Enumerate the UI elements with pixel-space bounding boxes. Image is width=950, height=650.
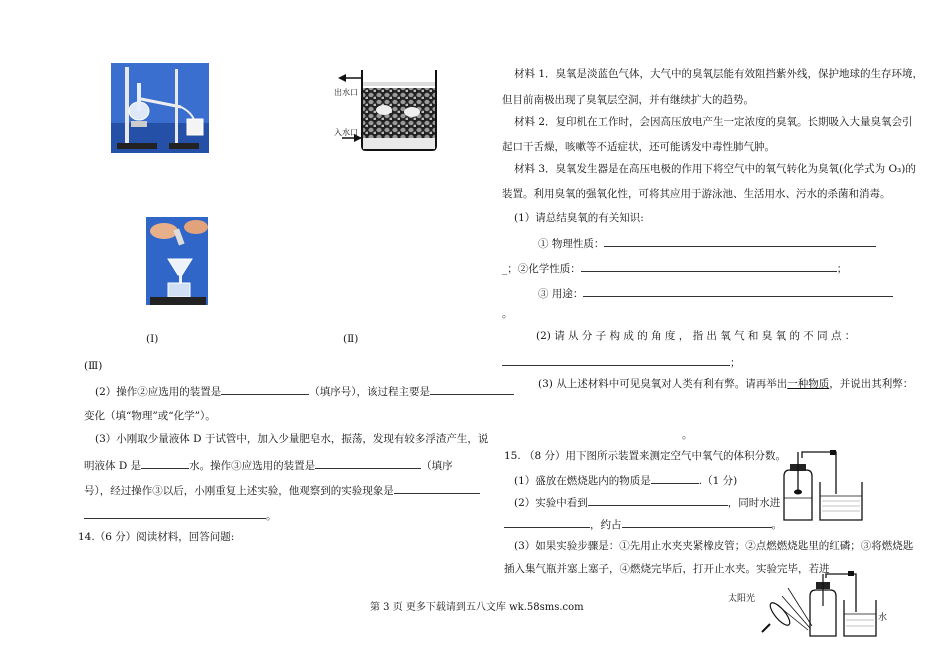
question-15-part-3-line-1: (3）如果实验步骤是：①先用止水夹夹紧橡皮管；②点燃燃烧匙里的红磷；③将燃烧匙 xyxy=(514,540,914,552)
water-label: 水 xyxy=(878,613,888,623)
subquestion-3-emphasis: 一种物质 xyxy=(787,378,830,390)
question-2-mid: （填序号），该过程主要是 xyxy=(309,386,431,398)
material-2-line-1: 材料 2．复印机在工作时，会因高压放电产生一定浓度的臭氧。长期吸入大量臭氧会引 xyxy=(514,116,913,128)
chemical-properties-line xyxy=(502,260,847,276)
answer-blank[interactable] xyxy=(588,494,728,506)
question-15-part-2-line-2 xyxy=(504,516,782,532)
answer-blank[interactable] xyxy=(141,457,189,469)
answer-blank[interactable] xyxy=(84,507,266,519)
figure-distillation-photo xyxy=(111,63,209,153)
question-2-continuation: 变化（填“物理”或“化学”）。 xyxy=(84,410,216,422)
question-15-part-2b-text: ，约占 xyxy=(590,519,622,531)
figure-filtration-photo xyxy=(146,217,208,305)
answer-blank[interactable] xyxy=(504,516,590,528)
uses-end-dot: 。 xyxy=(502,308,513,320)
inlet-label: 入水口 xyxy=(334,128,358,137)
page-footer: 第 3 页 更多下载请到五八文库 wk.58sms.com xyxy=(370,602,584,613)
answer-blank[interactable] xyxy=(502,354,730,366)
question-3-line-2 xyxy=(84,457,453,473)
figure-label-ii: (Ⅱ) xyxy=(343,333,359,345)
question-15-part-2 xyxy=(514,494,780,510)
figure-label-i: (Ⅰ) xyxy=(146,333,159,345)
material-1-line-1: 材料 1．臭氧是淡蓝色气体，大气中的臭氧层能有效阻挡紫外线，保护地球的生存环境， xyxy=(514,68,924,80)
answer-blank[interactable] xyxy=(581,260,837,272)
uses-line xyxy=(538,285,893,301)
answer-blank[interactable] xyxy=(604,235,876,247)
question-3-text-c: （填序 xyxy=(421,460,453,472)
answer-blank[interactable] xyxy=(315,457,421,469)
subquestion-3 xyxy=(538,377,913,391)
figure-purifier-diagram xyxy=(336,64,442,154)
question-14-heading: 14.（6 分）阅读材料，回答问题: xyxy=(78,531,235,543)
physical-properties-line xyxy=(538,235,876,251)
question-3-text-a: 明液体 D 是 xyxy=(84,460,142,472)
material-3-line-2: 装置。利用臭氧的强氧化性，可将其应用于游泳池、生活用水、污水的杀菌和消毒。 xyxy=(502,188,891,200)
physical-properties-label: ① 物理性质： xyxy=(538,238,605,250)
question-3-text-d: 号），经过操作③以后，小刚重复上述实验，他观察到的实验现象是 xyxy=(84,485,394,497)
question-3-text-b: 水。操作③应选用的装置是 xyxy=(189,460,316,472)
subquestion-2-answer-line xyxy=(502,354,741,370)
question-2-line xyxy=(95,383,514,399)
question-15-heading: 15. （8 分）用下图所示装置来测定空气中氧气的体积分数。 xyxy=(504,450,787,462)
question-15-part-3-line-2: 插入集气瓶并塞上塞子，④燃烧完毕后，打开止水夹。实验完毕，若进 xyxy=(504,563,830,575)
oxygen-measurement-apparatus xyxy=(776,446,876,526)
subquestion-3-text-a: (3) 从上述材料中可见臭氧对人类有利有弊。请再举出 xyxy=(538,378,788,390)
subquestion-3-text-c: ，并说出其利弊： xyxy=(829,378,914,390)
chemical-properties-end: ； xyxy=(836,263,848,275)
question-15-part-2-text: (2）实验中看到 xyxy=(514,497,588,509)
question-3-line-4 xyxy=(84,507,277,523)
question-15-part-1-text: (1）盛放在燃烧匙内的物质是 xyxy=(514,475,651,487)
question-15-part-1 xyxy=(514,472,737,488)
subquestion-2: (2) 请 从 分 子 构 成 的 角 度 ， 指 出 氧 气 和 臭 氧 的 不 同 点 ： xyxy=(536,330,856,342)
material-3-line-1: 材料 3．臭氧发生器是在高压电极的作用下将空气中的氧气转化为臭氧(化学式为 O₃)的 xyxy=(514,163,916,175)
sunlight-label: 太阳光 xyxy=(728,594,756,604)
question-3-end: 。 xyxy=(266,510,277,522)
outlet-label: 出水口 xyxy=(334,88,358,97)
chemical-properties-label: _；②化学性质： xyxy=(502,263,581,275)
subquestion-1: (1）请总结臭氧的有关知识: xyxy=(514,212,644,224)
sunlight-apparatus xyxy=(760,566,890,642)
answer-blank[interactable] xyxy=(394,482,480,494)
question-15-part-2c-end: 。 xyxy=(771,519,782,531)
uses-label: ③ 用途： xyxy=(538,288,584,300)
subquestion-2-end: ； xyxy=(730,357,741,369)
question-3-line-3 xyxy=(84,482,480,498)
answer-blank[interactable] xyxy=(583,285,893,297)
question-15-part-2-end: ，同时水进 xyxy=(727,497,781,509)
answer-blank[interactable] xyxy=(651,472,699,484)
answer-blank[interactable] xyxy=(221,383,309,395)
subquestion-3-end-dot: 。 xyxy=(682,429,693,441)
material-1-line-2: 但目前南极出现了臭氧层空洞，并有继续扩大的趋势。 xyxy=(502,94,754,106)
material-2-line-2: 起口干舌燥，咳嗽等不适症状，还可能诱发中毒性肺气肿。 xyxy=(502,141,775,153)
question-15-part-1-end: .（1 分) xyxy=(698,475,738,487)
answer-blank[interactable] xyxy=(622,516,772,528)
answer-blank[interactable] xyxy=(430,383,514,395)
question-3-line-1: (3）小刚取少量液体 D 于试管中，加入少量肥皂水，振荡，发现有较多浮渣产生，说 xyxy=(95,433,489,445)
figure-label-iii: (Ⅲ) xyxy=(84,360,103,372)
question-2-text: (2）操作②应选用的装置是 xyxy=(95,386,222,398)
